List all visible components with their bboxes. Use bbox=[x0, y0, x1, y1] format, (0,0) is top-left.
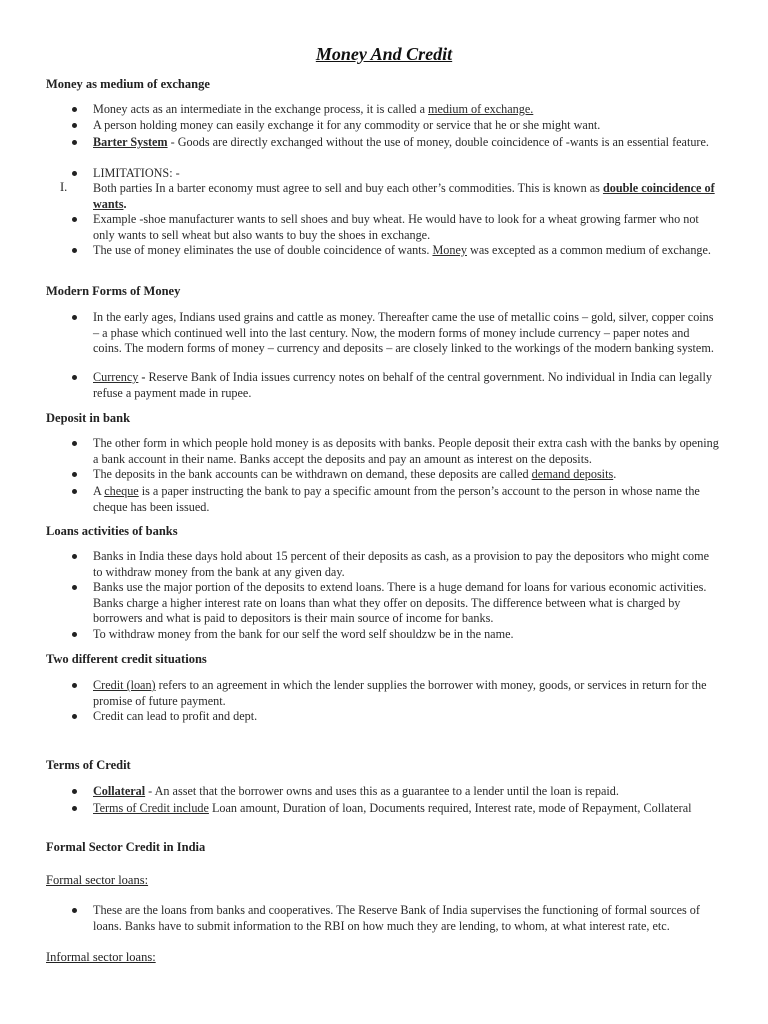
item-text: . bbox=[123, 196, 127, 211]
subheading-formal-loans: Formal sector loans: bbox=[46, 873, 149, 887]
bullet-icon bbox=[70, 486, 80, 496]
underlined-term: Money bbox=[432, 243, 467, 257]
section-heading-terms-of-credit: Terms of Credit bbox=[46, 758, 131, 772]
bullet-icon bbox=[70, 711, 80, 721]
item-text: The use of money eliminates the use of double coincidence of wants. bbox=[93, 243, 433, 257]
list-item bbox=[93, 784, 721, 800]
page-title: Money And Credit bbox=[315, 44, 453, 64]
list-item: The other form in which people hold money is as deposits with banks. People deposit their extra cash with the banks by opening a bank account in their name. Banks accept the deposits and pay an amount as interest on the deposits. bbox=[93, 436, 719, 466]
bullet-icon bbox=[70, 120, 80, 130]
section-heading-modern-forms: Modern Forms of Money bbox=[46, 284, 181, 298]
item-text: is a paper instructing the bank to pay a specific amount from the person’s account to the person in whose name the cheque has been issued. bbox=[93, 484, 700, 514]
list-item: Example -shoe manufacturer wants to sell shoes and buy wheat. He would have to look for a wheat growing farmer who not only wants to sell wheat but also wants to buy the shoes in exchange. bbox=[93, 212, 699, 242]
bullet-icon bbox=[70, 168, 80, 178]
list-item bbox=[93, 181, 721, 212]
bullet-icon bbox=[70, 680, 80, 690]
bullet-icon bbox=[70, 582, 80, 592]
bullet-icon bbox=[70, 551, 80, 561]
bullet-icon bbox=[70, 245, 80, 255]
underlined-term: medium of exchange. bbox=[428, 102, 534, 116]
bullet-icon bbox=[70, 372, 80, 382]
item-text: Loan amount, Duration of loan, Documents required, Interest rate, mode of Repayment, Collateral bbox=[208, 801, 692, 815]
list-item bbox=[93, 467, 721, 483]
underlined-term: Credit (loan) bbox=[93, 678, 156, 692]
underlined-term: Currency bbox=[93, 370, 139, 384]
bullet-icon bbox=[70, 137, 80, 147]
underlined-term: Barter System bbox=[93, 135, 168, 149]
section-heading-deposit: Deposit in bank bbox=[46, 411, 131, 425]
list-item: To withdraw money from the bank for our self the word self shouldzw be in the name. bbox=[93, 627, 514, 641]
list-item bbox=[93, 370, 721, 401]
item-text: - Goods are directly exchanged without the use of money, double coincidence of -wants is an essential feature. bbox=[167, 135, 709, 149]
item-text: - An asset that the borrower owns and uses this as a guarantee to a lender until the loan is repaid. bbox=[145, 784, 619, 798]
roman-numeral-marker: I. bbox=[60, 180, 68, 194]
list-item bbox=[93, 484, 721, 515]
section-heading-credit-situations: Two different credit situations bbox=[46, 652, 207, 666]
list-item bbox=[93, 801, 721, 817]
underlined-term: cheque bbox=[104, 484, 139, 498]
bullet-icon bbox=[70, 438, 80, 448]
item-text: Both parties In a barter economy must agree to sell and buy each other’s commodities. This is known as bbox=[93, 181, 603, 195]
list-item bbox=[93, 243, 721, 259]
bullet-icon bbox=[70, 312, 80, 322]
section-heading-medium-of-exchange: Money as medium of exchange bbox=[46, 77, 210, 91]
subheading-informal-loans: Informal sector loans: bbox=[46, 950, 156, 964]
list-item bbox=[93, 135, 721, 151]
list-item: Credit can lead to profit and dept. bbox=[93, 709, 258, 723]
item-text: . bbox=[613, 467, 617, 481]
underlined-term: demand deposits bbox=[531, 467, 614, 481]
item-text: A bbox=[93, 484, 105, 498]
list-item: Banks in India these days hold about 15 percent of their deposits as cash, as a provision to pay the depositors who might come to withdraw money from the bank at any given day. bbox=[93, 549, 710, 579]
underlined-term: double coincidence of wants bbox=[93, 181, 715, 211]
list-item: A person holding money can easily exchange it for any commodity or service that he or she might want. bbox=[93, 118, 601, 132]
item-text: refers to an agreement in which the lender supplies the borrower with money, goods, or services in return for the promise of future payment. bbox=[93, 678, 707, 708]
underlined-term: Collateral bbox=[93, 784, 146, 798]
item-text: - bbox=[138, 370, 149, 384]
item-text: Money acts as an intermediate in the exchange process, it is called a bbox=[93, 102, 429, 116]
bullet-icon bbox=[70, 803, 80, 813]
section-heading-formal-sector: Formal Sector Credit in India bbox=[46, 840, 206, 854]
bullet-icon bbox=[70, 469, 80, 479]
item-text: Reserve Bank of India issues currency notes on behalf of the central government. No individual in India can legally refuse a payment made in rupee. bbox=[93, 370, 713, 400]
list-item: In the early ages, Indians used grains and cattle as money. Thereafter came the use of metallic coins – gold, silver, copper coins – a phase which continued well into the last century. Now, the modern forms of money include currency – paper notes and coins. The modern forms of money – currency and deposits – are closely linked to the workings of the modern banking system. bbox=[93, 310, 714, 355]
section-heading-loans: Loans activities of banks bbox=[46, 524, 178, 538]
list-item: Banks use the major portion of the deposits to extend loans. There is a huge demand for loans for various economic activities. Banks charge a higher interest rate on loans than what they offer on deposits. The difference between what is charged by borrowers and what is paid to depositors is their main source of income for banks. bbox=[93, 580, 707, 625]
bullet-icon bbox=[70, 905, 80, 915]
list-item bbox=[93, 102, 721, 118]
list-item: These are the loans from banks and cooperatives. The Reserve Bank of India supervises the functioning of formal sources of loans. Banks have to submit information to the RBI on how much they are lending, to whom, at what interest rate, etc. bbox=[93, 903, 700, 933]
list-item bbox=[93, 678, 721, 709]
bullet-icon bbox=[70, 104, 80, 114]
bullet-icon bbox=[70, 629, 80, 639]
underlined-term: Terms of Credit include bbox=[93, 801, 209, 815]
bullet-icon bbox=[70, 786, 80, 796]
item-text: was excepted as a common medium of exchange. bbox=[466, 243, 711, 257]
bullet-icon bbox=[70, 214, 80, 224]
item-text: The deposits in the bank accounts can be withdrawn on demand, these deposits are called bbox=[93, 467, 532, 481]
list-item: LIMITATIONS: - bbox=[93, 166, 180, 180]
